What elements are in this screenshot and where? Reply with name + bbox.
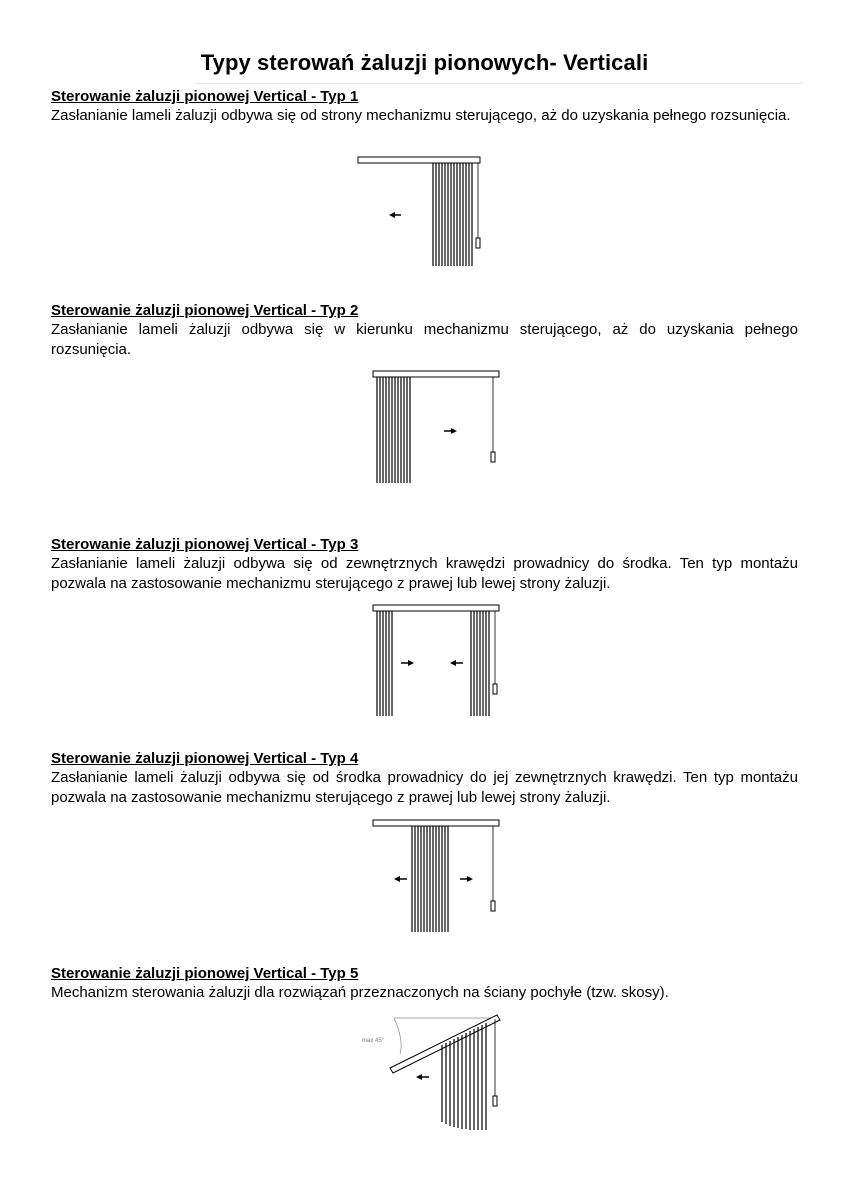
section-description: Zasłanianie lameli żaluzji odbywa się od zewnętrznych krawędzi prowadnicy do środka. Ten typ montażu pozwala na zastosowanie mechanizmu sterującego z prawej lub lewej strony żaluzji.	[51, 555, 798, 592]
control-cord	[493, 1019, 497, 1106]
slats	[433, 163, 472, 266]
arrow-right-icon	[444, 428, 457, 434]
title-rule	[195, 83, 803, 84]
arrow-left-icon	[389, 212, 401, 218]
section-heading: Sterowanie żaluzji pionowej Vertical - Typ 4	[51, 750, 359, 767]
section-heading: Sterowanie żaluzji pionowej Vertical - Typ 3	[51, 536, 359, 553]
blind-diagram-type-1	[350, 152, 490, 272]
arrow-left-icon	[394, 876, 407, 882]
blind-diagram-type-3	[368, 600, 508, 720]
control-cord	[493, 611, 497, 694]
blind-diagram-type-4	[368, 815, 508, 937]
section-description: Mechanizm sterowania żaluzji dla rozwiązań przeznaczonych na ściany pochyłe (tzw. skosy).	[51, 984, 669, 1001]
section-heading: Sterowanie żaluzji pionowej Vertical - Typ 2	[51, 302, 359, 319]
section-type-4	[51, 750, 798, 808]
section-description: Zasłanianie lameli żaluzji odbywa się w kierunku mechanizmu sterującego, aż do uzyskania pełnego rozsunięcia.	[51, 321, 798, 358]
slats	[377, 377, 410, 483]
slats-left	[377, 611, 392, 716]
arrow-right-icon	[401, 660, 414, 666]
slats	[412, 826, 448, 932]
section-type-5	[51, 965, 798, 1003]
control-cord	[491, 377, 495, 462]
section-type-2	[51, 302, 798, 360]
sloped-rail	[390, 1015, 500, 1073]
arrow-right-icon	[460, 876, 473, 882]
control-cord	[491, 826, 495, 911]
blind-diagram-type-2	[368, 366, 508, 488]
control-cord	[476, 163, 480, 248]
arrow-left-icon	[416, 1074, 429, 1080]
section-type-1	[51, 88, 798, 126]
page-title: Typy sterowań żaluzji pionowych- Verticali	[200, 50, 649, 75]
section-description: Zasłanianie lameli żaluzji odbywa się od strony mechanizmu sterującego, aż do uzyskania pełnego rozsunięcia.	[51, 107, 791, 124]
angle-label: max 45°	[362, 1038, 385, 1044]
section-type-3	[51, 536, 798, 594]
arrow-left-icon	[450, 660, 463, 666]
section-heading: Sterowanie żaluzji pionowej Vertical - Typ 1	[51, 88, 359, 105]
blind-diagram-type-5	[350, 1010, 510, 1135]
slats-right	[471, 611, 489, 716]
section-heading: Sterowanie żaluzji pionowej Vertical - Typ 5	[51, 965, 359, 982]
section-description: Zasłanianie lameli żaluzji odbywa się od środka prowadnicy do jej zewnętrznych krawędzi. Ten typ montażu pozwala na zastosowanie mechanizmu sterującego z prawej lub lewej strony żaluzji.	[51, 769, 798, 806]
